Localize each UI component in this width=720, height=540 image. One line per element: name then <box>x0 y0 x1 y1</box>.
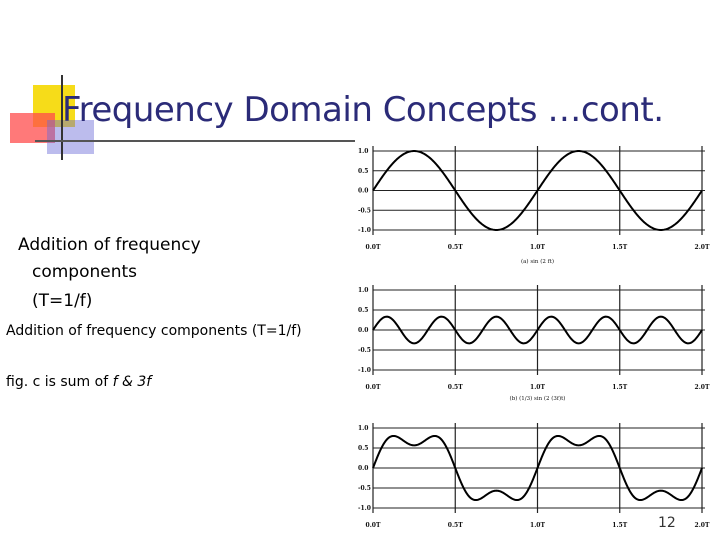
x-tick-label: 0.5T <box>447 384 463 391</box>
y-tick-label: 0.5 <box>358 167 369 175</box>
x-tick-label: 2.0T <box>694 522 710 529</box>
y-tick-label: -1.0 <box>358 367 371 374</box>
chart-caption: (a) sin (2 ft) <box>521 259 554 265</box>
y-tick-label: -1.0 <box>358 505 371 512</box>
y-tick-label: 0.5 <box>358 307 369 314</box>
x-tick-label: 2.0T <box>694 244 710 251</box>
x-tick-label: 0.0T <box>365 522 381 529</box>
y-tick-label: 1.0 <box>358 287 369 294</box>
slide-title: Frequency Domain Concepts …cont. <box>62 90 664 130</box>
x-tick-label: 1.5T <box>612 522 628 529</box>
y-tick-label: 0.0 <box>358 465 369 472</box>
note-fig-prefix: fig. c is sum of <box>6 374 113 390</box>
note-repeat: Addition of frequency components (T=1/f) <box>6 323 302 339</box>
x-tick-label: 0.5T <box>447 522 463 529</box>
chart-panel-3 <box>358 423 710 529</box>
y-tick-label: 0.5 <box>358 445 369 452</box>
x-tick-label: 2.0T <box>694 384 710 391</box>
y-tick-label: -0.5 <box>358 347 371 354</box>
y-tick-label: 1.0 <box>358 148 369 155</box>
chart-caption: (b) (1/3) sin (2 (3f)t) <box>509 396 566 402</box>
note-fig-terms: f & 3f <box>112 374 152 390</box>
x-tick-label: 1.0T <box>530 244 545 251</box>
bullet-line-1: Addition of frequency <box>18 235 201 255</box>
x-tick-label: 1.0T <box>530 384 545 391</box>
chart-panel-1 <box>358 146 710 265</box>
chart-panel-2 <box>358 285 710 402</box>
y-tick-label: 0.0 <box>358 327 369 334</box>
x-tick-label: 1.5T <box>612 384 628 391</box>
x-tick-label: 1.5T <box>612 244 628 251</box>
x-tick-label: 1.0T <box>530 522 545 529</box>
y-tick-label: -0.5 <box>358 485 371 492</box>
bullet-period-note: (T=1/f) <box>32 291 93 311</box>
y-tick-label: 0.0 <box>358 187 369 195</box>
y-tick-label: 1.0 <box>358 425 369 432</box>
page-number: 12 <box>658 515 676 531</box>
y-tick-label: -1.0 <box>358 227 371 234</box>
x-tick-label: 0.0T <box>365 244 381 251</box>
x-tick-label: 0.0T <box>365 384 381 391</box>
x-tick-label: 0.5T <box>447 244 463 251</box>
y-tick-label: -0.5 <box>358 207 371 215</box>
bullet-line-2: components <box>32 262 138 282</box>
